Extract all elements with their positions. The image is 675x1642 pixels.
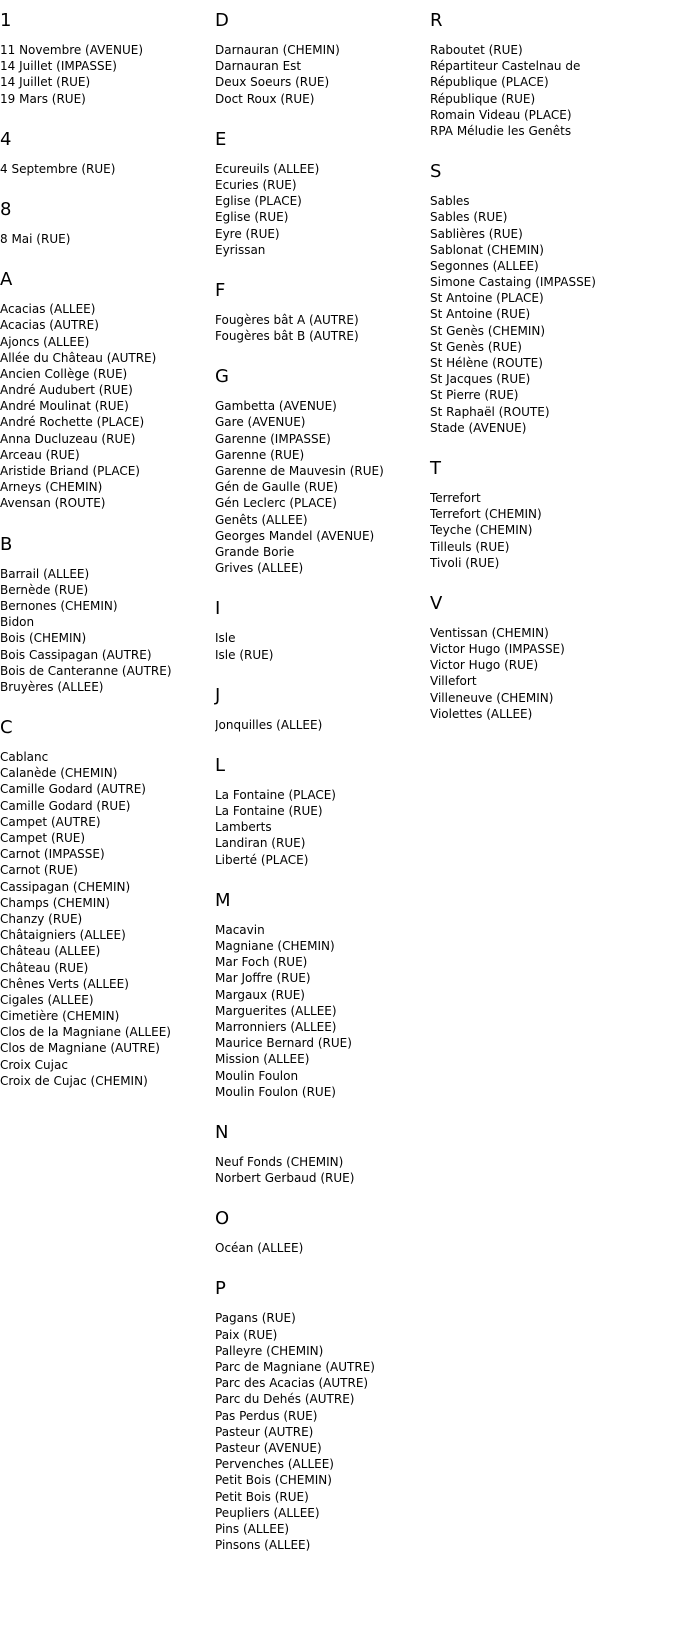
street-item: Tilleuls (RUE) bbox=[430, 539, 510, 554]
street-item: Eyrissan bbox=[215, 242, 266, 257]
street-item: St Hélène (ROUTE) bbox=[430, 356, 543, 370]
section-letter-heading: M bbox=[215, 889, 231, 911]
street-item: République (PLACE) bbox=[430, 75, 549, 90]
street-item: Château (ALLEE) bbox=[0, 944, 101, 959]
street-item: Camille Godard (AUTRE) bbox=[0, 782, 146, 797]
street-item: Campet (AUTRE) bbox=[0, 814, 101, 829]
street-item: Pervenches (ALLEE) bbox=[215, 1457, 334, 1472]
section-letter-heading: I bbox=[215, 598, 221, 620]
street-item: Arceau (RUE) bbox=[0, 447, 80, 462]
street-list bbox=[0, 301, 214, 511]
street-item: Raboutet (RUE) bbox=[430, 43, 523, 57]
street-item: Ancien Collège (RUE) bbox=[0, 366, 128, 381]
section-letter-heading: S bbox=[430, 161, 442, 183]
street-item: Barrail (ALLEE) bbox=[0, 566, 90, 581]
street-item: Terrefort bbox=[430, 490, 481, 505]
street-item: Bois Cassipagan (AUTRE) bbox=[0, 647, 152, 662]
section-letter-heading: G bbox=[215, 366, 229, 388]
street-item: La Fontaine (PLACE) bbox=[215, 787, 336, 802]
street-item: 19 Mars (RUE) bbox=[0, 91, 86, 106]
street-item: Teyche (CHEMIN) bbox=[430, 523, 533, 538]
letter-section bbox=[215, 753, 429, 868]
street-item: Fougères bât B (AUTRE) bbox=[215, 329, 359, 344]
street-item: Tivoli (RUE) bbox=[430, 555, 500, 570]
street-item: Parc du Dehés (AUTRE) bbox=[215, 1392, 355, 1407]
street-item: Isle (RUE) bbox=[215, 647, 274, 662]
street-list bbox=[0, 42, 214, 107]
street-item: Pasteur (AVENUE) bbox=[215, 1440, 322, 1455]
street-item: Pas Perdus (RUE) bbox=[215, 1408, 318, 1423]
column-1 bbox=[0, 8, 214, 1109]
letter-section bbox=[430, 8, 674, 139]
street-item: 11 Novembre (AVENUE) bbox=[0, 43, 143, 57]
street-item: Garenne (IMPASSE) bbox=[215, 431, 331, 446]
street-item: Clos de la Magniane (ALLEE) bbox=[0, 1025, 171, 1040]
street-item: Bois de Canteranne (AUTRE) bbox=[0, 663, 172, 678]
street-item: Croix de Cujac (CHEMIN) bbox=[0, 1073, 148, 1088]
street-item: 4 Septembre (RUE) bbox=[0, 161, 116, 176]
street-list bbox=[215, 717, 429, 733]
street-item: André Rochette (PLACE) bbox=[0, 415, 145, 430]
street-list bbox=[215, 42, 429, 107]
street-item: Petit Bois (CHEMIN) bbox=[215, 1473, 332, 1488]
street-item: Norbert Gerbaud (RUE) bbox=[215, 1171, 355, 1186]
street-item: Acacias (AUTRE) bbox=[0, 318, 99, 333]
section-letter-heading: T bbox=[430, 457, 441, 479]
street-item: La Fontaine (RUE) bbox=[215, 804, 323, 819]
letter-section bbox=[215, 683, 429, 733]
street-list bbox=[430, 625, 674, 722]
street-item: Gén de Gaulle (RUE) bbox=[215, 480, 339, 495]
street-item: Pinsons (ALLEE) bbox=[215, 1538, 311, 1553]
street-item: Bernones (CHEMIN) bbox=[0, 598, 118, 613]
street-item: St Antoine (RUE) bbox=[430, 307, 531, 322]
street-item: 14 Juillet (RUE) bbox=[0, 75, 91, 90]
letter-section bbox=[0, 532, 214, 696]
street-list bbox=[215, 312, 429, 344]
section-letter-heading: N bbox=[215, 1121, 229, 1143]
street-item: 14 Juillet (IMPASSE) bbox=[0, 59, 117, 74]
street-item: Bruyères (ALLEE) bbox=[0, 679, 104, 694]
section-letter-heading: L bbox=[215, 754, 226, 776]
street-item: Moulin Foulon bbox=[215, 1068, 299, 1083]
street-item: Champs (CHEMIN) bbox=[0, 895, 110, 910]
street-item: Violettes (ALLEE) bbox=[430, 706, 533, 721]
street-item: Parc des Acacias (AUTRE) bbox=[215, 1376, 369, 1391]
street-item: Ventissan (CHEMIN) bbox=[430, 625, 549, 640]
section-letter-heading: 8 bbox=[0, 198, 12, 220]
letter-section bbox=[215, 127, 429, 258]
street-item: République (RUE) bbox=[430, 91, 536, 106]
street-item: St Antoine (PLACE) bbox=[430, 291, 544, 306]
street-item: Clos de Magniane (AUTRE) bbox=[0, 1041, 160, 1056]
street-item: Margaux (RUE) bbox=[215, 987, 305, 1002]
street-list bbox=[215, 630, 429, 662]
street-item: Avensan (ROUTE) bbox=[0, 496, 106, 511]
street-item: Allée du Château (AUTRE) bbox=[0, 350, 157, 365]
street-item: Mission (ALLEE) bbox=[215, 1052, 310, 1067]
street-item: Terrefort (CHEMIN) bbox=[430, 507, 542, 522]
street-item: Carnot (IMPASSE) bbox=[0, 847, 105, 862]
street-list bbox=[215, 161, 429, 258]
street-item: Pins (ALLEE) bbox=[215, 1521, 290, 1536]
section-letter-heading: C bbox=[0, 717, 13, 739]
street-item: Sables bbox=[430, 194, 470, 209]
street-item: Cassipagan (CHEMIN) bbox=[0, 879, 131, 894]
street-item: Victor Hugo (IMPASSE) bbox=[430, 642, 565, 657]
letter-section bbox=[430, 591, 674, 722]
letter-section bbox=[215, 596, 429, 662]
street-item: Bois (CHEMIN) bbox=[0, 631, 87, 646]
street-item: André Audubert (RUE) bbox=[0, 383, 133, 398]
street-item: St Pierre (RUE) bbox=[430, 388, 519, 403]
section-letter-heading: B bbox=[0, 533, 13, 555]
street-item: Victor Hugo (RUE) bbox=[430, 658, 539, 673]
street-item: Ecuries (RUE) bbox=[215, 177, 297, 192]
street-item: St Genès (RUE) bbox=[430, 339, 522, 354]
column-3 bbox=[430, 8, 674, 742]
street-item: Moulin Foulon (RUE) bbox=[215, 1084, 336, 1099]
street-item: 8 Mai (RUE) bbox=[0, 231, 71, 246]
street-item: St Genès (CHEMIN) bbox=[430, 323, 546, 338]
street-item: Magniane (CHEMIN) bbox=[215, 939, 335, 953]
street-item: Genêts (ALLEE) bbox=[215, 512, 308, 527]
street-item: Jonquilles (ALLEE) bbox=[215, 717, 323, 732]
street-item: Neuf Fonds (CHEMIN) bbox=[215, 1154, 344, 1169]
street-item: Sablonat (CHEMIN) bbox=[430, 242, 544, 257]
street-item: Calanède (CHEMIN) bbox=[0, 766, 118, 781]
street-list bbox=[215, 922, 429, 1100]
street-list bbox=[215, 787, 429, 868]
street-item: Eglise (PLACE) bbox=[215, 194, 302, 209]
street-item: Segonnes (ALLEE) bbox=[430, 258, 539, 273]
street-item: Gambetta (AVENUE) bbox=[215, 399, 337, 414]
street-item: Isle bbox=[215, 631, 236, 646]
section-letter-heading: 4 bbox=[0, 128, 12, 150]
street-item: St Jacques (RUE) bbox=[430, 372, 531, 387]
letter-section bbox=[0, 127, 214, 177]
street-item: St Raphaël (ROUTE) bbox=[430, 404, 550, 419]
street-item: Sables (RUE) bbox=[430, 210, 508, 225]
street-item: Petit Bois (RUE) bbox=[215, 1489, 309, 1504]
column-2 bbox=[215, 8, 429, 1573]
letter-section bbox=[430, 159, 674, 436]
street-item: Carnot (RUE) bbox=[0, 863, 78, 878]
street-item: RPA Méludie les Genêts bbox=[430, 123, 572, 138]
street-item: Villeneuve (CHEMIN) bbox=[430, 690, 554, 705]
street-item: Liberté (PLACE) bbox=[215, 852, 309, 867]
street-item: Garenne (RUE) bbox=[215, 447, 305, 462]
street-item: Cigales (ALLEE) bbox=[0, 992, 94, 1007]
street-item: Bidon bbox=[0, 615, 35, 630]
street-list bbox=[215, 1154, 429, 1186]
street-item: Fougères bât A (AUTRE) bbox=[215, 312, 359, 327]
street-list bbox=[0, 749, 214, 1089]
street-item: Cablanc bbox=[0, 750, 49, 765]
section-letter-heading: D bbox=[215, 10, 229, 31]
letter-section bbox=[215, 1120, 429, 1186]
letter-section bbox=[0, 267, 214, 511]
street-item: Mar Foch (RUE) bbox=[215, 955, 308, 970]
street-item: Répartiteur Castelnau de bbox=[430, 59, 581, 74]
street-item: Gare (AVENUE) bbox=[215, 415, 306, 430]
street-item: Doct Roux (RUE) bbox=[215, 91, 315, 106]
street-item: Darnauran (CHEMIN) bbox=[215, 43, 340, 57]
letter-section bbox=[215, 278, 429, 344]
section-letter-heading: F bbox=[215, 279, 226, 301]
street-item: André Moulinat (RUE) bbox=[0, 399, 129, 414]
street-item: Océan (ALLEE) bbox=[215, 1241, 304, 1256]
street-item: Croix Cujac bbox=[0, 1057, 68, 1072]
street-item: Eglise (RUE) bbox=[215, 210, 289, 225]
section-letter-heading: 1 bbox=[0, 10, 12, 31]
street-item: Chênes Verts (ALLEE) bbox=[0, 976, 129, 991]
letter-section bbox=[430, 456, 674, 571]
street-item: Palleyre (CHEMIN) bbox=[215, 1343, 324, 1358]
letter-section bbox=[215, 1206, 429, 1256]
street-item: Cimetière (CHEMIN) bbox=[0, 1009, 120, 1024]
street-item: Lamberts bbox=[215, 820, 272, 835]
street-item: Ajoncs (ALLEE) bbox=[0, 334, 90, 349]
street-item: Georges Mandel (AVENUE) bbox=[215, 528, 375, 543]
street-list bbox=[215, 1240, 429, 1256]
street-item: Romain Videau (PLACE) bbox=[430, 107, 572, 122]
street-item: Stade (AVENUE) bbox=[430, 420, 527, 435]
section-letter-heading: O bbox=[215, 1208, 230, 1230]
street-item: Deux Soeurs (RUE) bbox=[215, 75, 330, 90]
street-list bbox=[215, 398, 429, 576]
street-item: Simone Castaing (IMPASSE) bbox=[430, 275, 596, 290]
letter-section bbox=[215, 8, 429, 107]
street-item: Chanzy (RUE) bbox=[0, 911, 83, 926]
street-item: Grives (ALLEE) bbox=[215, 561, 304, 576]
street-item: Sablières (RUE) bbox=[430, 226, 523, 241]
street-item: Garenne de Mauvesin (RUE) bbox=[215, 464, 384, 478]
street-item: Maurice Bernard (RUE) bbox=[215, 1036, 352, 1051]
street-item: Ecureuils (ALLEE) bbox=[215, 161, 320, 176]
letter-section bbox=[215, 888, 429, 1100]
street-item: Paix (RUE) bbox=[215, 1327, 278, 1342]
letter-section bbox=[215, 364, 429, 576]
street-item: Peupliers (ALLEE) bbox=[215, 1505, 320, 1520]
street-item: Camille Godard (RUE) bbox=[0, 798, 131, 813]
street-item: Parc de Magniane (AUTRE) bbox=[215, 1360, 375, 1374]
section-letter-heading: J bbox=[215, 684, 221, 706]
section-letter-heading: E bbox=[215, 128, 227, 150]
street-item: Eyre (RUE) bbox=[215, 226, 280, 241]
street-item: Pasteur (AUTRE) bbox=[215, 1424, 314, 1439]
letter-section bbox=[0, 715, 214, 1089]
street-item: Villefort bbox=[430, 674, 477, 689]
section-letter-heading: P bbox=[215, 1278, 226, 1300]
street-item: Acacias (ALLEE) bbox=[0, 302, 96, 317]
street-list bbox=[430, 42, 674, 139]
street-index bbox=[0, 8, 675, 1638]
street-item: Macavin bbox=[215, 922, 265, 937]
section-letter-heading: V bbox=[430, 592, 443, 614]
street-list bbox=[0, 231, 214, 247]
street-item: Bernède (RUE) bbox=[0, 582, 89, 597]
street-item: Landiran (RUE) bbox=[215, 836, 306, 851]
street-item: Marguerites (ALLEE) bbox=[215, 1003, 337, 1018]
letter-section bbox=[0, 8, 214, 107]
street-item: Marronniers (ALLEE) bbox=[215, 1019, 337, 1034]
section-letter-heading: A bbox=[0, 269, 13, 291]
street-item: Darnauran Est bbox=[215, 59, 302, 74]
street-list bbox=[215, 1310, 429, 1553]
street-item: Châtaigniers (ALLEE) bbox=[0, 928, 126, 943]
street-item: Mar Joffre (RUE) bbox=[215, 971, 311, 986]
street-list bbox=[430, 193, 674, 436]
street-item: Grande Borie bbox=[215, 544, 295, 559]
street-item: Aristide Briand (PLACE) bbox=[0, 464, 140, 478]
street-list bbox=[0, 161, 214, 177]
letter-section bbox=[215, 1276, 429, 1553]
street-item: Anna Ducluzeau (RUE) bbox=[0, 431, 136, 446]
letter-section bbox=[0, 197, 214, 247]
street-list bbox=[0, 566, 214, 696]
section-letter-heading: R bbox=[430, 10, 443, 31]
street-item: Arneys (CHEMIN) bbox=[0, 480, 103, 495]
street-list bbox=[430, 490, 674, 571]
street-item: Campet (RUE) bbox=[0, 831, 86, 845]
street-item: Pagans (RUE) bbox=[215, 1311, 296, 1326]
street-item: Gén Leclerc (PLACE) bbox=[215, 496, 337, 511]
street-item: Château (RUE) bbox=[0, 960, 89, 975]
